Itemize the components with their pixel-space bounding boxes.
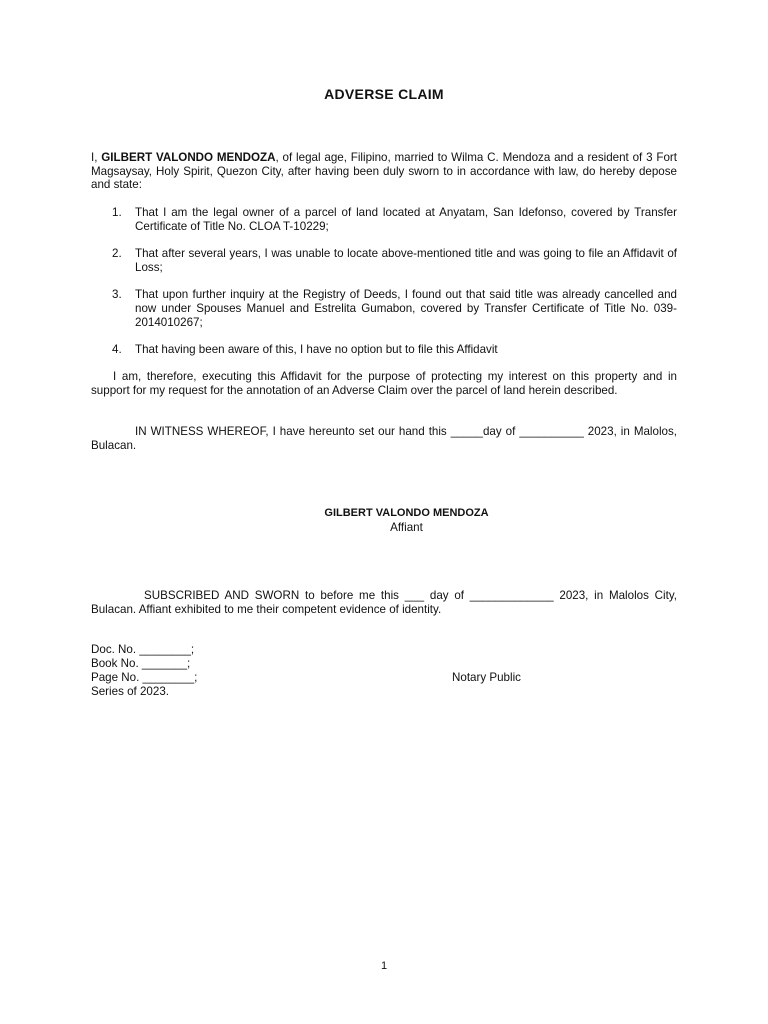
list-item [91,288,677,329]
doc-number-line: Doc. No. ________; [91,643,195,656]
therefore-paragraph: I am, therefore, executing this Affidavit for the purpose of protecting my interest on this property and in support for my request for the annotation of an Adverse Claim over the parcel of land herein described. [91,370,677,397]
page-number-line: Page No. ________; [91,671,198,684]
list-item-text: That I am the legal owner of a parcel of land located at Anyatam, San Idefonso, covered by Transfer Certificate of Title No. CLOA T-10229; [135,206,677,233]
list-item [91,206,677,233]
affiant-name-inline: GILBERT VALONDO MENDOZA [101,151,276,164]
book-number-line: Book No. _______; [91,657,191,670]
list-item-text: That after several years, I was unable to locate above-mentioned title and was going to file an Affidavit of Loss; [135,247,677,274]
statements-list [91,206,677,371]
list-item-text: That having been aware of this, I have no option but to file this Affidavit [135,343,498,357]
list-item-text: That upon further inquiry at the Registry of Deeds, I found out that said title was already cancelled and now under Spouses Manuel and Estrelita Gumabon, covered by Transfer Certificate of Title No. 039-2014010267; [135,288,677,329]
list-item [91,343,677,357]
signature-name: GILBERT VALONDO MENDOZA [324,507,489,519]
list-item-number: 3. [112,288,122,302]
list-item-number: 4. [112,343,122,357]
list-item-number: 1. [112,206,122,219]
intro-paragraph [91,151,677,192]
witness-paragraph: IN WITNESS WHEREOF, I have hereunto set our hand this _____day of __________ 2023, in Malolos, Bulacan. [91,425,677,452]
intro-text: , of legal age, Filipino, married to Wilma C. Mendoza and a resident of 3 Fort Magsaysay, Holy Spirit, Quezon City, after having been duly sworn to in accordance with law, do hereby depose and state: [91,151,677,192]
signature-role: Affiant [390,521,423,534]
intro-prefix: I, [91,151,102,164]
notarial-register-block [91,643,291,699]
series-line: Series of 2023. [91,685,169,698]
document-title: ADVERSE CLAIM [324,86,444,102]
list-item [91,247,677,274]
list-item-number: 2. [112,247,122,261]
page-number: 1 [380,960,388,972]
notary-public-label: Notary Public [452,671,521,684]
jurat-paragraph: SUBSCRIBED AND SWORN to before me this ___ day of _____________ 2023, in Malolos City, Bulacan. Affiant exhibited to me their competent evidence of identity. [91,589,677,616]
